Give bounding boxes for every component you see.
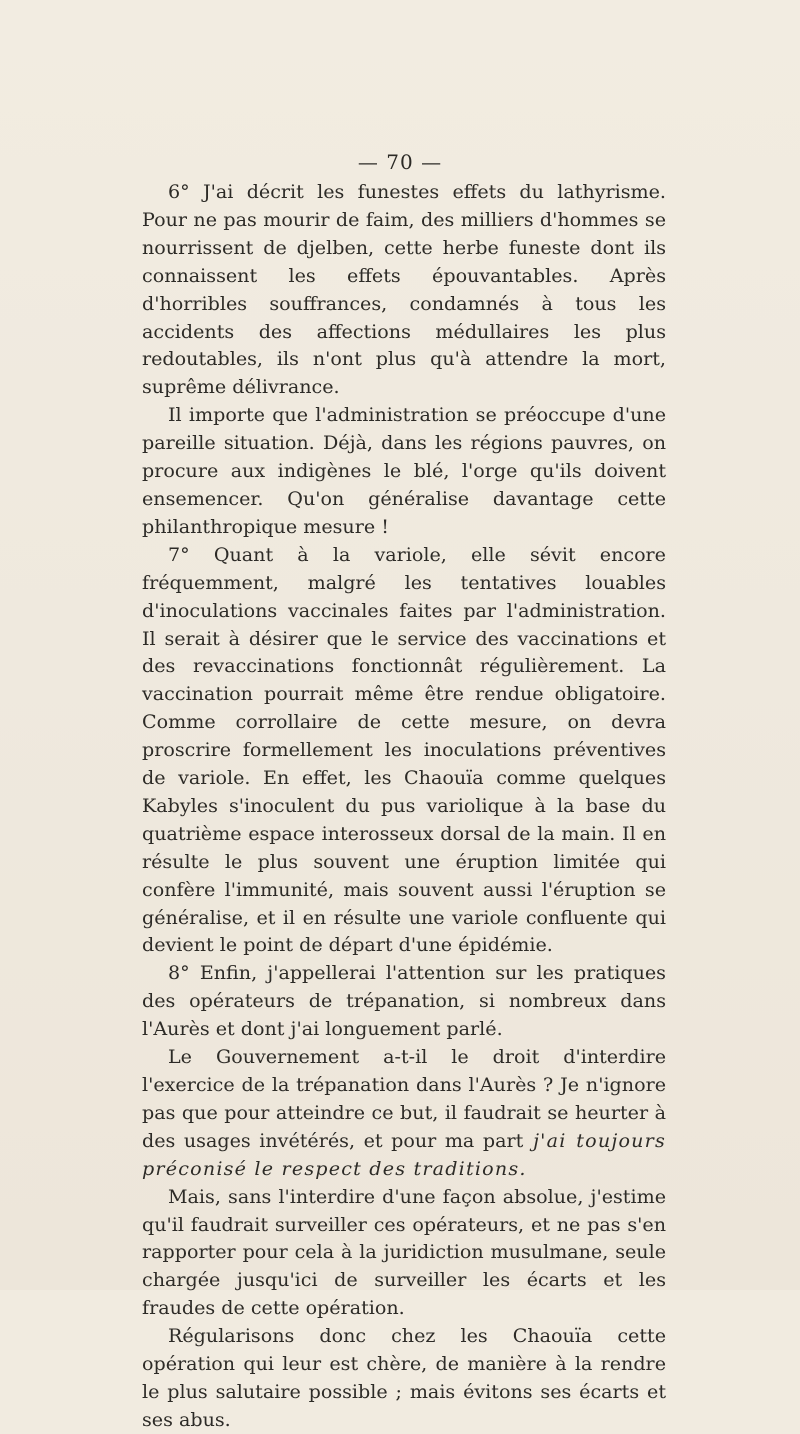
page-number: — 70 — xyxy=(357,150,443,174)
paragraph-surveillance: Mais, sans l'interdire d'une façon absolue, j'estime qu'il faudrait surveiller ces opérateurs, et ne pas s'en rapporter pour cela à la juridiction musulmane, seule chargée jusqu'ici de surveiller les écarts et les fraudes de cette opération. xyxy=(142,1184,666,1320)
paragraph-regularization: Régularisons donc chez les Chaouïa cette opération qui leur est chère, de manière à la rendre le plus salutaire possible ; mais évitons ses écarts et ses abus. xyxy=(142,1324,666,1431)
paragraph-smallpox: 7° Quant à la variole, elle sévit encore fréquemment, malgré les tentatives louables d'inoculations vaccinales faites par l'administration. Il serait à désirer que le service des vaccinations et des revaccinations fonctionnât régulièrement. La vaccination pourrait même être rendue obligatoire. Comme corrollaire de cette mesure, on devra proscrire formellement les inoculations préventives de variole. En effet, les Chaouïa comme quelques Kabyles s'inoculent du pus variolique à la base du quatrième espace interosseux dorsal de la main. Il en résulte le plus souvent une éruption limitée qui confère l'immunité, mais souvent aussi l'éruption se généralise, et il en résulte une variole confluente qui devient le point de départ d'une épidémie. xyxy=(142,542,666,957)
paragraph-lathyrism: 6° J'ai décrit les funestes effets du lathyrisme. Pour ne pas mourir de faim, des milliers d'hommes se nourrissent de djelben, cette herbe funeste dont ils connaissent les effets épouvantables. Après d'horribles souffrances, condamnés à tous les accidents des affections médullaires les plus redoutables, ils n'ont plus qu'à attendre la mort, suprême délivrance. xyxy=(142,180,666,399)
paragraph-trepanation-operators: 8° Enfin, j'appellerai l'attention sur les pratiques des opérateurs de trépanation, si nombreux dans l'Aurès et dont j'ai longuement parlé. xyxy=(142,961,666,1041)
body-text xyxy=(142,178,666,1434)
paragraph-administration: Il importe que l'administration se préoccupe d'une pareille situation. Déjà, dans les régions pauvres, on procure aux indigènes le blé, l'orge qu'ils doivent ensemencer. Qu'on généralise davantage cette philanthropique mesure ! xyxy=(142,403,666,538)
paragraph-government-text: Le Gouvernement a-t-il le droit d'interdire l'exercice de la trépanation dans l'Aurès ? Je n'ignore pas que pour atteindre ce but, il faudrait se heurter à des usages invétérés, et pour ma part xyxy=(142,1045,666,1152)
paragraph-government xyxy=(142,1043,666,1183)
emphasized-traditions-text: j'ai toujours préconisé le respect des traditions. xyxy=(142,1128,666,1180)
